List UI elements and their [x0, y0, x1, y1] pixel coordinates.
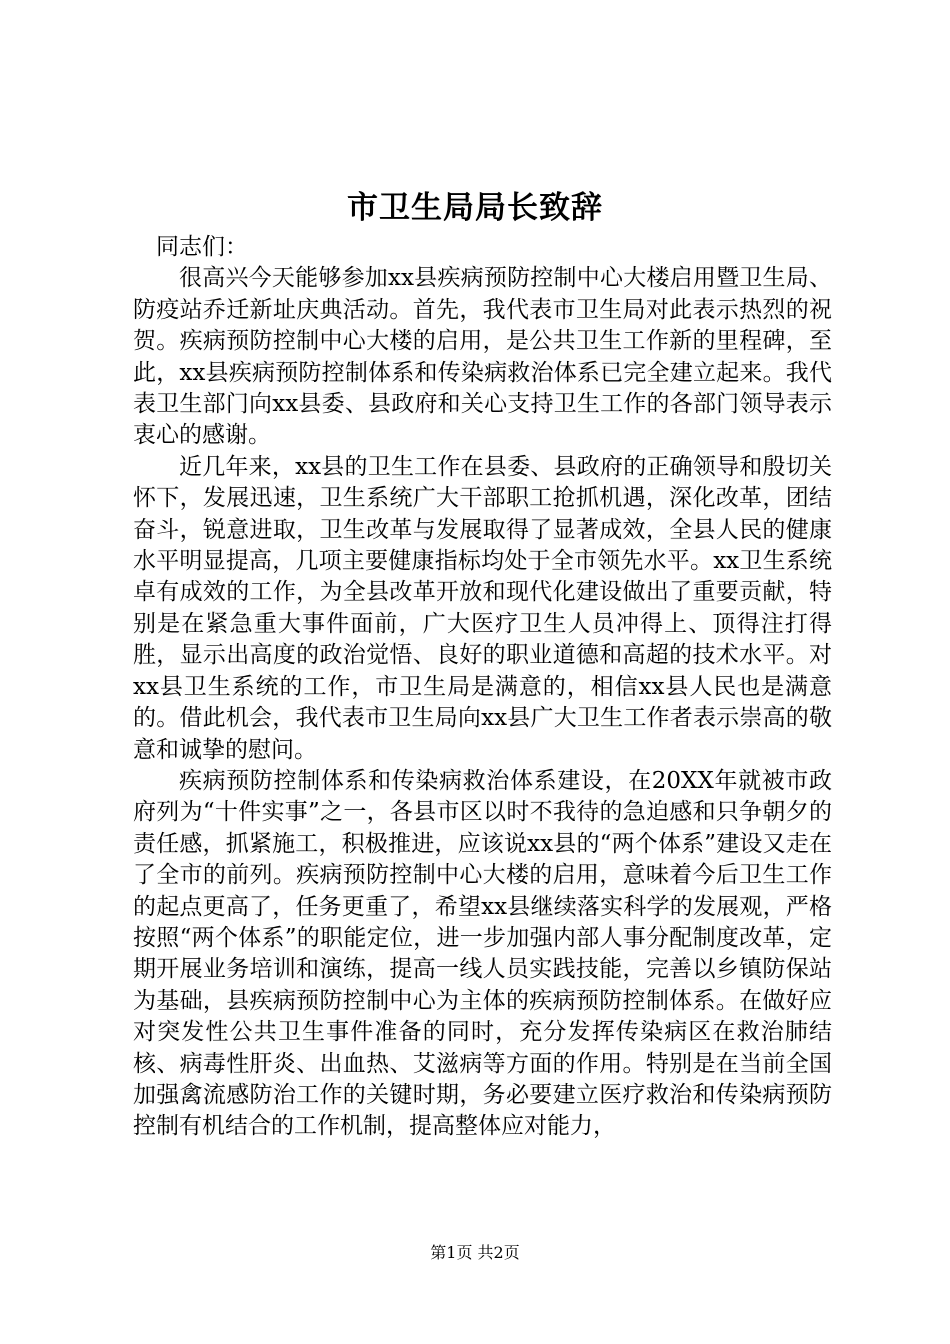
paragraph-3: 疾病预防控制体系和传染病救治体系建设，在20XX年就被市政府列为“十件实事”之一，各县市区以时不我待的急迫感和只争朝夕的责任感，抓紧施工，积极推进，应该说xx县的“两个体系”建设又走在了全市的前列。疾病预防控制中心大楼的启用，意味着今后卫生工作的起点更高了，任务更重了，希望xx县继续落实科学的发展观，严格按照“两个体系”的职能定位，进一步加强内部人事分配制度改革，定期开展业务培训和演练，提高一线人员实践技能，完善以乡镇防保站为基础，县疾病预防控制中心为主体的疾病预防控制体系。在做好应对突发性公共卫生事件准备的同时，充分发挥传染病区在救治肺结核、病毒性肝炎、出血热、艾滋病等方面的作用。特别是在当前全国加强禽流感防治工作的关键时期，务必要建立医疗救治和传染病预防控制有机结合的工作机制，提高整体应对能力， — [133, 767, 832, 1140]
greeting: 同志们： — [156, 234, 248, 260]
document-body — [133, 232, 832, 1143]
page-footer: 第1页 共2页 — [430, 1243, 520, 1262]
paragraph-1: 很高兴今天能够参加xx县疾病预防控制中心大楼启用暨卫生局、防疫站乔迁新址庆典活动。首先，我代表市卫生局对此表示热烈的祝贺。疾病预防控制中心大楼的启用，是公共卫生工作新的里程碑，至此，xx县疾病预防控制体系和传染病救治体系已完全建立起来。我代表卫生部门向xx县委、县政府和关心支持卫生工作的各部门领导表示衷心的感谢。 — [133, 265, 832, 449]
paragraph-2: 近几年来，xx县的卫生工作在县委、县政府的正确领导和殷切关怀下，发展迅速，卫生系统广大干部职工抢抓机遇，深化改革，团结奋斗，锐意进取，卫生改革与发展取得了显著成效，全县人民的健康水平明显提高，几项主要健康指标均处于全市领先水平。xx卫生系统卓有成效的工作，为全县改革开放和现代化建设做出了重要贡献，特别是在紧急重大事件面前，广大医疗卫生人员冲得上、顶得注打得胜，显示出高度的政治觉悟、良好的职业道德和高超的技术水平。对xx县卫生系统的工作，市卫生局是满意的，相信xx县人民也是满意的。借此机会，我代表市卫生局向xx县广大卫生工作者表示崇高的敬意和诚挚的慰问。 — [133, 453, 832, 763]
document-title: 市卫生局局长致辞 — [347, 190, 603, 226]
